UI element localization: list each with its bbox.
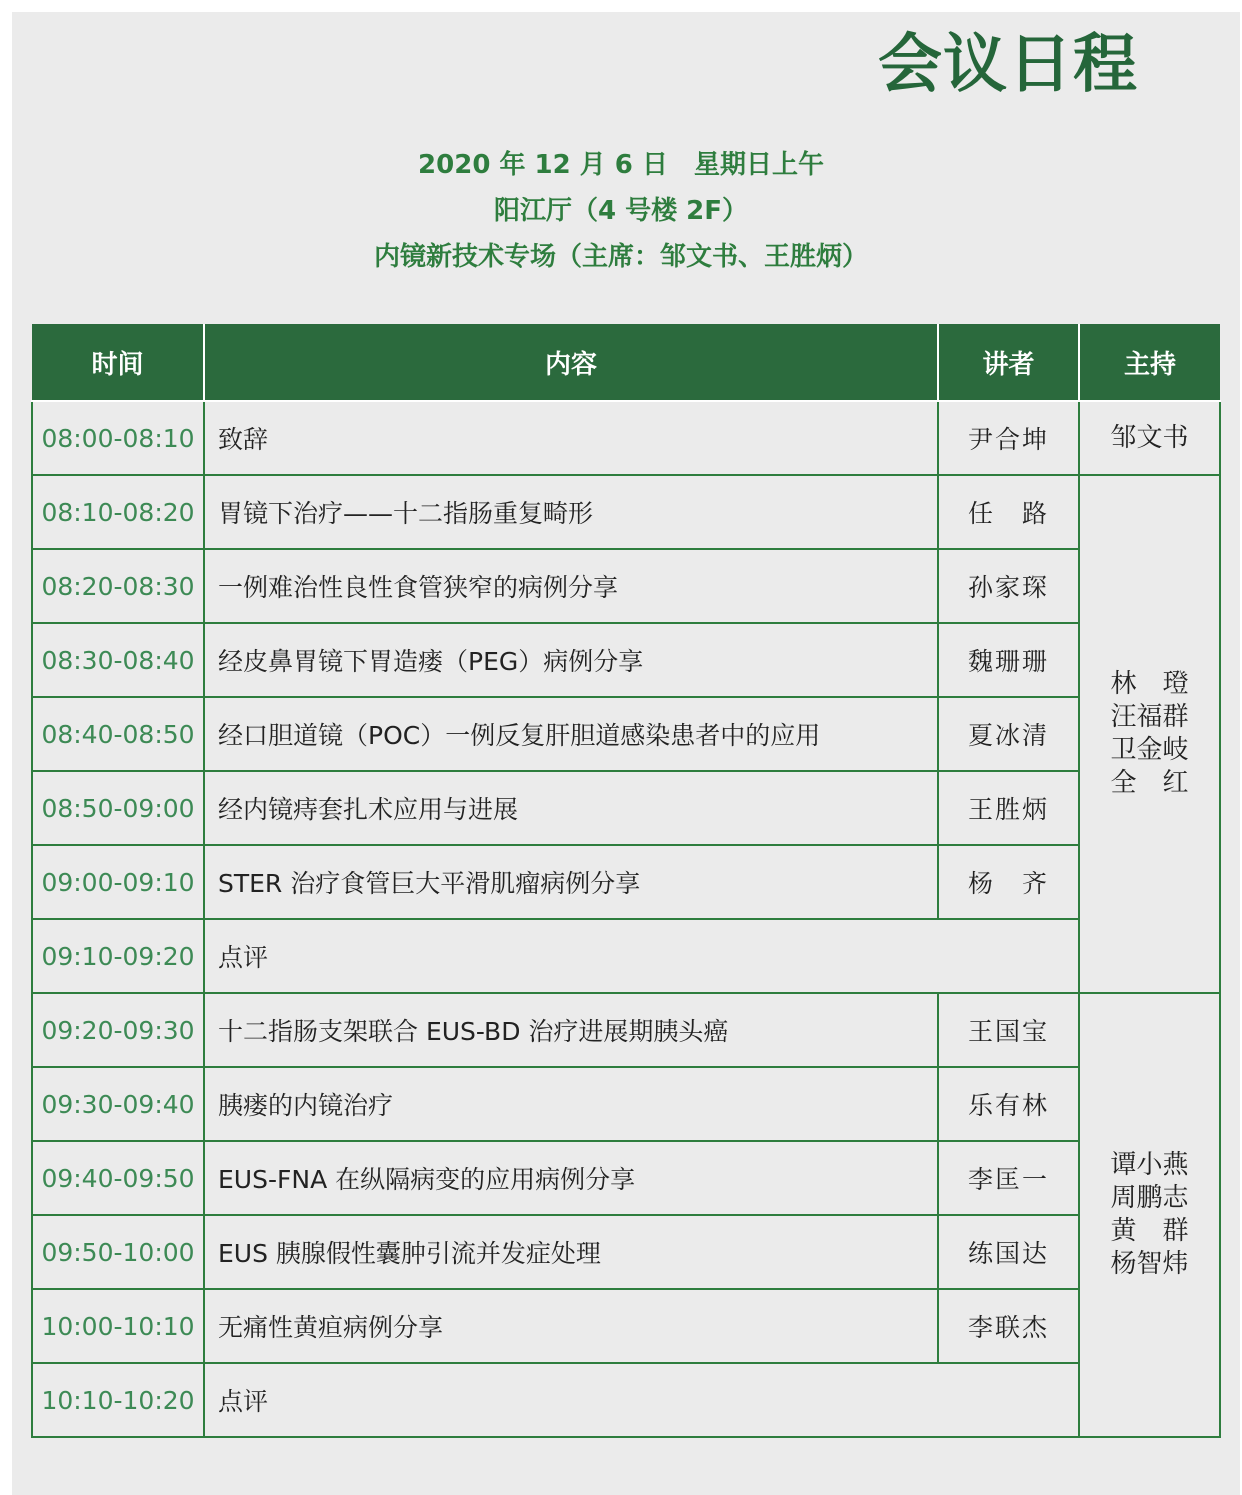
table-row	[32, 475, 1220, 549]
host-name: 林 璒	[1110, 669, 1189, 699]
table-row	[32, 1141, 1220, 1215]
table-row	[32, 1067, 1220, 1141]
row-time: 08:30-08:40	[32, 623, 204, 697]
row-content: EUS-FNA 在纵隔病变的应用病例分享	[204, 1141, 938, 1215]
host-cell-group2	[1079, 475, 1220, 993]
row-content: STER 治疗食管巨大平滑肌瘤病例分享	[204, 845, 938, 919]
row-content: 无痛性黄疸病例分享	[204, 1289, 938, 1363]
table-row	[32, 771, 1220, 845]
table-row	[32, 549, 1220, 623]
row-speaker: 练国达	[938, 1215, 1079, 1289]
host-name: 周鹏志	[1110, 1183, 1189, 1213]
host-name: 全 红	[1110, 768, 1189, 798]
host-name: 黄 群	[1110, 1216, 1189, 1246]
table-row	[32, 1363, 1220, 1437]
row-speaker: 任 路	[938, 475, 1079, 549]
row-content: 点评	[204, 919, 1079, 993]
row-speaker: 尹合坤	[938, 401, 1079, 475]
row-speaker: 孙家琛	[938, 549, 1079, 623]
row-time: 09:10-09:20	[32, 919, 204, 993]
page-title: 会议日程	[878, 28, 1138, 102]
table-row	[32, 623, 1220, 697]
row-speaker: 魏珊珊	[938, 623, 1079, 697]
row-speaker: 王国宝	[938, 993, 1079, 1067]
host-name: 杨智炜	[1110, 1249, 1189, 1279]
row-time: 09:30-09:40	[32, 1067, 204, 1141]
table-row	[32, 401, 1220, 475]
row-content: 十二指肠支架联合 EUS-BD 治疗进展期胰头癌	[204, 993, 938, 1067]
row-time: 08:10-08:20	[32, 475, 204, 549]
row-time: 08:40-08:50	[32, 697, 204, 771]
session-venue: 阳江厅（4 号楼 2F）	[493, 196, 749, 226]
host-cell-group3	[1079, 993, 1220, 1437]
row-content: 经皮鼻胃镜下胃造瘘（PEG）病例分享	[204, 623, 938, 697]
row-content: 胃镜下治疗——十二指肠重复畸形	[204, 475, 938, 549]
table-row	[32, 1215, 1220, 1289]
row-time: 08:50-09:00	[32, 771, 204, 845]
host-cell-group1	[1079, 401, 1220, 475]
table-row	[32, 993, 1220, 1067]
table-row	[32, 919, 1220, 993]
host-name: 邹文书	[1110, 422, 1189, 453]
table-row	[32, 1289, 1220, 1363]
row-time: 08:00-08:10	[32, 401, 204, 475]
row-speaker: 王胜炳	[938, 771, 1079, 845]
row-content: 一例难治性良性食管狭窄的病例分享	[204, 549, 938, 623]
session-date: 2020 年 12 月 6 日 星期日上午	[418, 150, 824, 180]
table-row	[32, 845, 1220, 919]
row-content: EUS 胰腺假性囊肿引流并发症处理	[204, 1215, 938, 1289]
row-speaker: 杨 齐	[938, 845, 1079, 919]
column-header-time: 时间	[32, 324, 204, 401]
session-header	[0, 146, 1242, 284]
row-time: 08:20-08:30	[32, 549, 204, 623]
row-content: 经内镜痔套扎术应用与进展	[204, 771, 938, 845]
schedule-table	[31, 324, 1221, 1438]
session-title: 内镜新技术专场（主席：邹文书、王胜炳）	[373, 242, 868, 272]
row-time: 09:20-09:30	[32, 993, 204, 1067]
row-time: 09:40-09:50	[32, 1141, 204, 1215]
column-header-host: 主持	[1079, 324, 1220, 401]
row-time: 10:10-10:20	[32, 1363, 204, 1437]
row-content: 致辞	[204, 401, 938, 475]
host-name: 卫金岐	[1110, 735, 1189, 765]
row-speaker: 乐有林	[938, 1067, 1079, 1141]
host-name: 谭小燕	[1110, 1150, 1189, 1180]
row-speaker: 李匡一	[938, 1141, 1079, 1215]
row-time: 10:00-10:10	[32, 1289, 204, 1363]
row-time: 09:50-10:00	[32, 1215, 204, 1289]
column-header-content: 内容	[204, 324, 938, 401]
row-speaker: 李联杰	[938, 1289, 1079, 1363]
row-content: 经口胆道镜（POC）一例反复肝胆道感染患者中的应用	[204, 697, 938, 771]
column-header-speaker: 讲者	[938, 324, 1079, 401]
table-row	[32, 697, 1220, 771]
host-name: 汪福群	[1110, 702, 1189, 732]
row-time: 09:00-09:10	[32, 845, 204, 919]
row-speaker: 夏冰清	[938, 697, 1079, 771]
table-header-row	[32, 324, 1220, 401]
row-content: 胰瘘的内镜治疗	[204, 1067, 938, 1141]
row-content: 点评	[204, 1363, 1079, 1437]
